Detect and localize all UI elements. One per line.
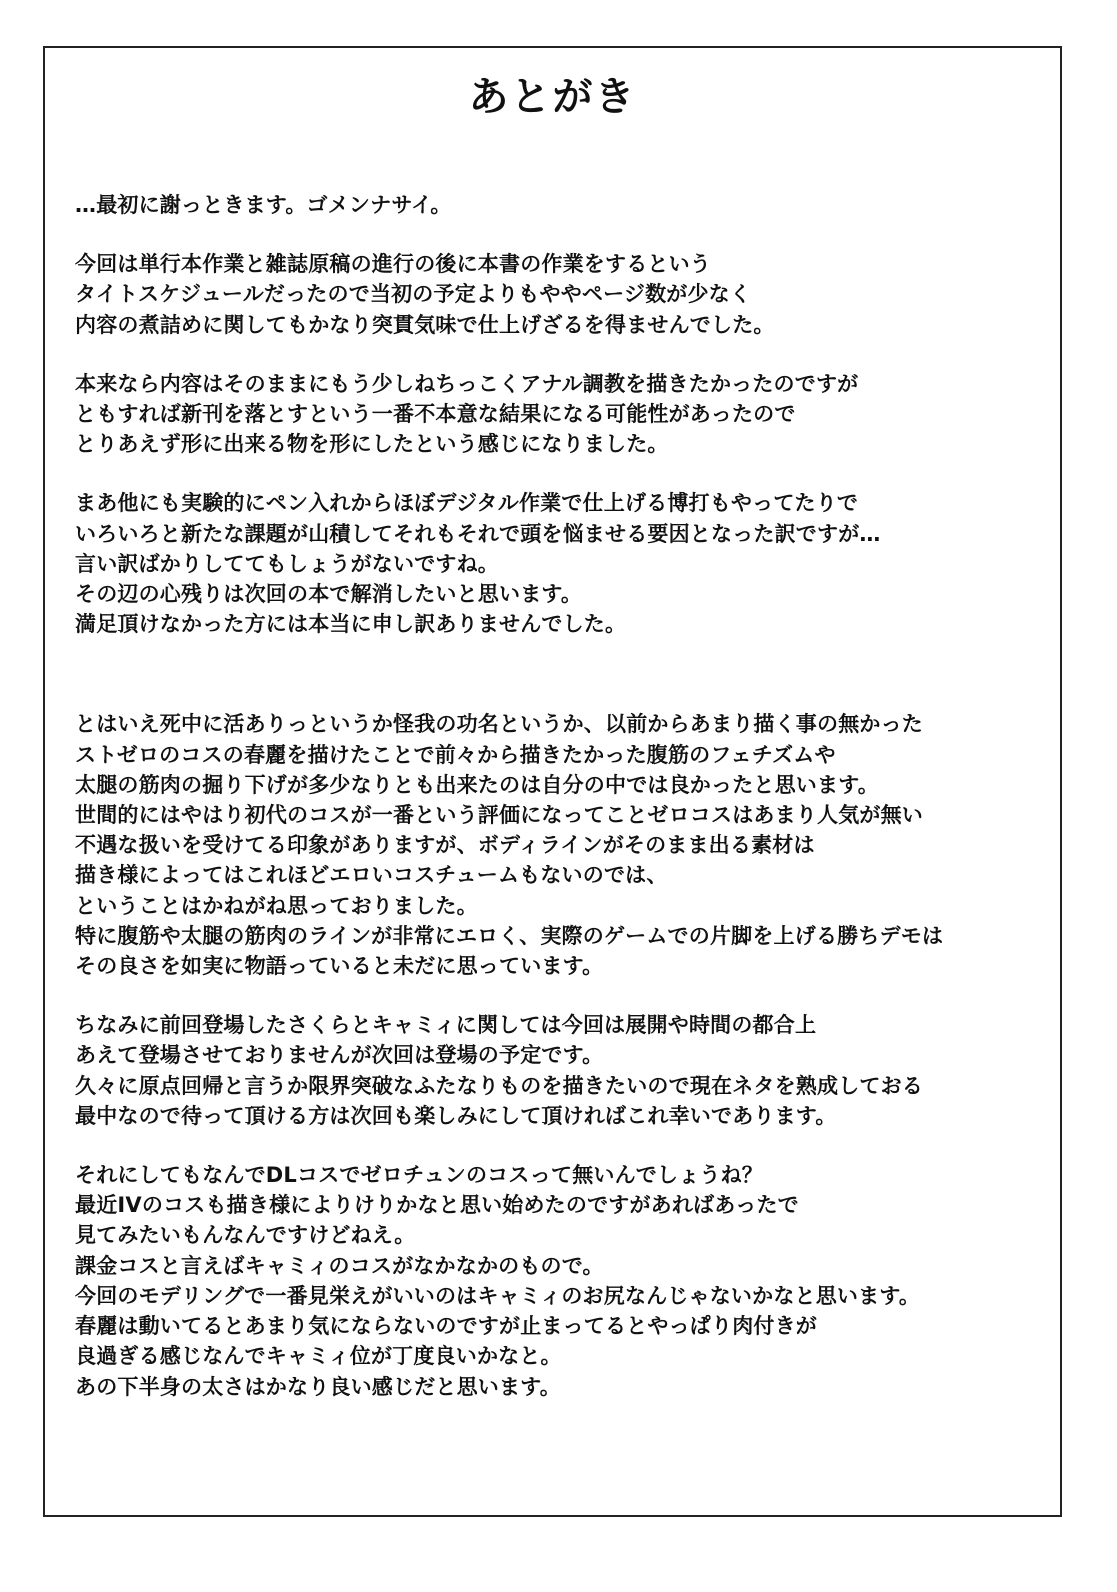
text-line: 特に腹筋や太腿の筋肉のラインが非常にエロく、実際のゲームでの片脚を上げる勝ちデモは: [75, 923, 944, 948]
text-line: 満足頂けなかった方には本当に申し訳ありませんでした。: [75, 612, 627, 637]
text-line: あの下半身の太さはかなり良い感じだと思います。: [75, 1374, 561, 1399]
text-line: いろいろと新たな課題が山積してそれもそれで頭を悩ませる要因となった訳ですが…: [75, 521, 881, 546]
text-line: 描き様によってはこれほどエロいコスチュームもないのでは、: [75, 863, 668, 888]
text-line: まあ他にも実験的にペン入れからほぼデジタル作業で仕上げる博打もやってたりで: [75, 491, 859, 516]
text-line: タイトスケジュールだったので当初の予定よりもややページ数が少なく: [75, 282, 752, 307]
text-line: …最初に謝っときます。ゴメンナサイ。: [75, 193, 452, 217]
paragraph-schedule: [75, 249, 1050, 340]
paragraph-gap: [75, 340, 1050, 369]
text-line: とはいえ死中に活ありっというか怪我の功名というか、以前からあまり描く事の無かった: [75, 712, 923, 737]
paragraph-apology: [75, 190, 1050, 220]
text-line: 良過ぎる感じなんでキャミィ位が丁度良いかなと。: [75, 1344, 562, 1369]
page-frame: [43, 46, 1062, 1517]
text-line: それにしてもなんでDLコスでゼロチュンのコスって無いんでしょうね？: [75, 1163, 763, 1188]
text-line: 本来なら内容はそのままにもう少しねちっこくアナル調教を描きたかったのですが: [75, 371, 859, 396]
text-line: あえて登場させておりませんが次回は登場の予定です。: [75, 1043, 604, 1068]
paragraph-gap: [75, 1131, 1050, 1160]
page-title: あとがき: [468, 74, 637, 120]
text-line: 今回は単行本作業と雑誌原稿の進行の後に本書の作業をするという: [75, 252, 711, 277]
text-line: 春麗は動いてるとあまり気にならないのですが止まってるとやっぱり肉付きが: [75, 1314, 817, 1339]
paragraph-costume: [75, 709, 1050, 981]
text-line: とりあえず形に出来る物を形にしたという感じになりました。: [75, 432, 669, 457]
text-line: 今回のモデリングで一番見栄えがいいのはキャミィのお尻なんじゃないかなと思います。: [75, 1283, 921, 1308]
text-line: 課金コスと言えばキャミィのコスがなかなかのもので。: [75, 1253, 604, 1278]
paragraph-digital: [75, 488, 1050, 639]
text-line: 最近IVのコスも描き様によりけりかなと思い始めたのですがあればあったで: [75, 1193, 799, 1218]
text-line: 世間的にはやはり初代のコスが一番という評価になってことゼロコスはあまり人気が無い: [75, 803, 923, 828]
text-line: 久々に原点回帰と言うか限界突破なふたなりものを描きたいので現在ネタを熟成しておる: [75, 1073, 923, 1098]
text-line: ちなみに前回登場したさくらとキャミィに関しては今回は展開や時間の都合上: [75, 1013, 817, 1038]
afterword-body: [75, 190, 1050, 1402]
paragraph-gap: [75, 220, 1050, 249]
text-line: その辺の心残りは次回の本で解消したいと思います。: [75, 582, 583, 607]
text-line: ストゼロのコスの春麗を描けたことで前々から描きたかった腹筋のフェチズムや: [75, 742, 836, 767]
paragraph-gap: [75, 981, 1050, 1010]
paragraph-dlc: [75, 1160, 1050, 1402]
text-line: 不遇な扱いを受けてる印象がありますが、ボディラインがそのまま出る素材は: [75, 833, 815, 858]
text-line: 太腿の筋肉の掘り下げが多少なりとも出来たのは自分の中では良かったと思います。: [75, 772, 879, 797]
text-line: その良さを如実に物語っていると未だに思っています。: [75, 954, 604, 979]
paragraph-content: [75, 369, 1050, 460]
text-line: 見てみたいもんなんですけどねえ。: [75, 1223, 416, 1248]
text-line: ということはかねがね思っておりました。: [75, 893, 478, 918]
text-line: 言い訳ばかりしててもしょうがないですね。: [75, 551, 499, 576]
text-line: 最中なので待って頂ける方は次回も楽しみにして頂ければこれ幸いであります。: [75, 1103, 837, 1128]
paragraph-gap: [75, 639, 1050, 709]
text-line: ともすれば新刊を落とすという一番不本意な結果になる可能性があったので: [75, 402, 796, 427]
paragraph-next-issue: [75, 1010, 1050, 1131]
text-line: 内容の煮詰めに関してもかなり突貫気味で仕上げざるを得ませんでした。: [75, 312, 775, 337]
paragraph-gap: [75, 459, 1050, 488]
